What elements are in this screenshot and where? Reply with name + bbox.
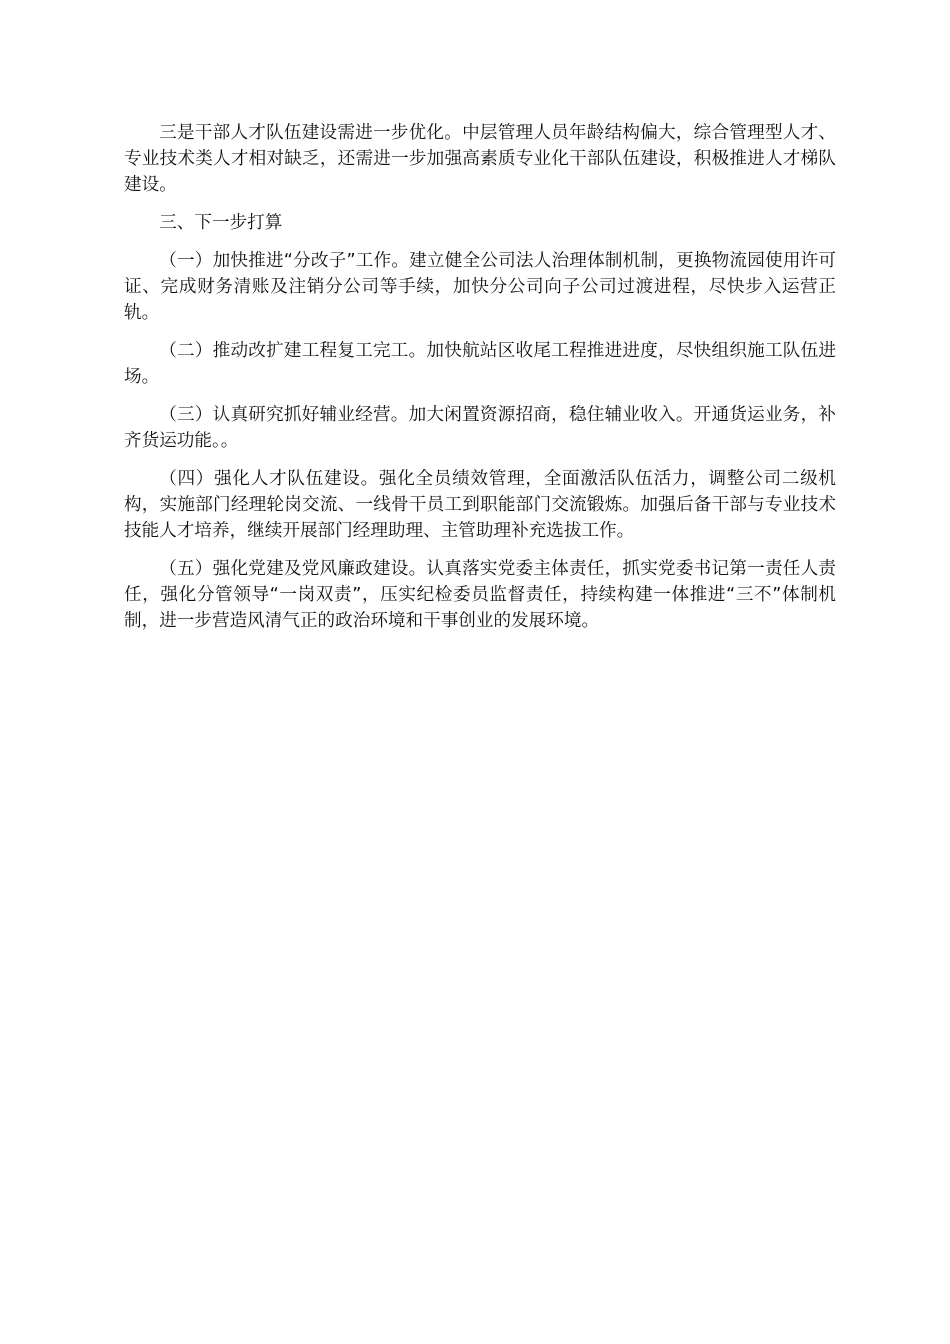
paragraph-item-4: （四）强化人才队伍建设。强化全员绩效管理，全面激活队伍活力，调整公司二级机构，实施部门经理轮岗交流、一线骨干员工到职能部门交流锻炼。加强后备干部与专业技术技能人才培养，继续开展部门经理助理、主管助理补充选拔工作。 xyxy=(124,469,836,541)
paragraph-item-2: （二）推动改扩建工程复工完工。加快航站区收尾工程推进进度，尽快组织施工队伍进场。 xyxy=(124,341,836,387)
paragraph-talent-team: 三是干部人才队伍建设需进一步优化。中层管理人员年龄结构偏大，综合管理型人才、专业技术类人才相对缺乏，还需进一步加强高素质专业化干部队伍建设，积极推进人才梯队建设。 xyxy=(124,123,836,195)
paragraph-item-5: （五）强化党建及党风廉政建设。认真落实党委主体责任，抓实党委书记第一责任人责任，强化分管领导“一岗双责”，压实纪检委员监督责任，持续构建一体推进“三不”体制机制，进一步营造风清气正的政治环境和干事创业的发展环境。 xyxy=(124,559,836,631)
paragraph-item-3: （三）认真研究抓好辅业经营。加大闲置资源招商，稳住辅业收入。开通货运业务，补齐货运功能。。 xyxy=(124,405,836,451)
document-page xyxy=(124,120,836,646)
section-heading-next-steps: 三、下一步打算 xyxy=(159,213,283,233)
paragraph-item-1: （一）加快推进“分改子”工作。建立健全公司法人治理体制机制，更换物流园使用许可证、完成财务清账及注销分公司等手续，加快分公司向子公司过渡进程，尽快步入运营正轨。 xyxy=(124,251,836,323)
